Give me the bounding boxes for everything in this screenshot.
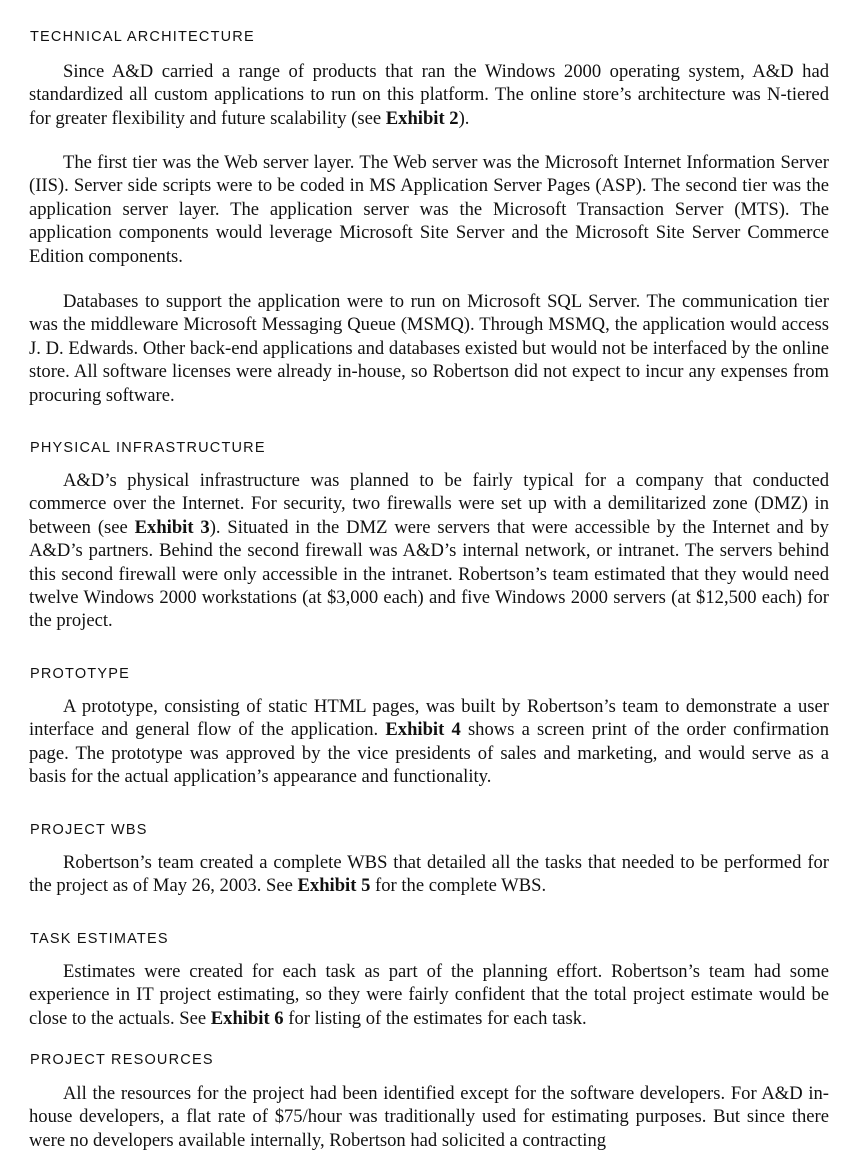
exhibit-4-reference: Exhibit 4 [385, 719, 461, 741]
exhibit-5-reference: Exhibit 5 [297, 875, 371, 897]
paragraph-technical-architecture-3: Databases to support the application were to run on Microsoft SQL Server. The communication tier was the middleware Microsoft Messaging Queue (MSMQ). Through MSMQ, the application would access J. D. Edwards. Other back-end applications and databases existed but would not be interfaced by the online store. All software licenses were already in-house, so Robertson did not expect to incur any expenses from procuring software. [29, 291, 829, 406]
heading-project-wbs: PROJECT WBS [30, 822, 148, 838]
heading-technical-architecture: TECHNICAL ARCHITECTURE [30, 29, 255, 45]
paragraph-physical-infrastructure: A&D’s physical infrastructure was planned to be fairly typical for a company that conducted commerce over the Internet. For security, two firewalls were set up with a demilitarized zone (DMZ) in between (see Exhibit 3). Situated in the DMZ were servers that were accessible by the Internet and by A&D’s partners. Behind the second firewall was A&D’s internal network, or intranet. The servers behind this second firewall were only accessible in the intranet. Robertson’s team estimated that they would need twelve Windows 2000 workstations (at $3,000 each) and five Windows 2000 servers (at $12,500 each) for the project. [29, 470, 829, 632]
exhibit-6-reference: Exhibit 6 [210, 1007, 284, 1029]
heading-physical-infrastructure: PHYSICAL INFRASTRUCTURE [30, 440, 266, 456]
paragraph-project-wbs: Robertson’s team created a complete WBS that detailed all the tasks that needed to be performed for the project as of May 26, 2003. See Exhibit 5 for the complete WBS. [29, 852, 829, 897]
heading-prototype: PROTOTYPE [30, 666, 130, 682]
heading-task-estimates: TASK ESTIMATES [30, 931, 169, 947]
paragraph-prototype: A prototype, consisting of static HTML pages, was built by Robertson’s team to demonstrate a user interface and general flow of the application. Exhibit 4 shows a screen print of the order confirmation page. The prototype was approved by the vice presidents of sales and marketing, and would serve as a basis for the actual application’s appearance and functionality. [29, 696, 829, 788]
exhibit-2-reference: Exhibit 2 [385, 107, 459, 129]
exhibit-3-reference: Exhibit 3 [134, 516, 210, 538]
paragraph-project-resources: All the resources for the project had been identified except for the software developers. For A&D in-house developers, a flat rate of $75/hour was traditionally used for estimating purposes. But since there were no developers available internally, Robertson had solicited a contracting [29, 1083, 829, 1151]
paragraph-task-estimates: Estimates were created for each task as part of the planning effort. Robertson’s team had some experience in IT project estimating, so they were fairly confident that the total project estimate would be close to the actuals. See Exhibit 6 for listing of the estimates for each task. [29, 961, 829, 1029]
heading-project-resources: PROJECT RESOURCES [30, 1052, 214, 1068]
paragraph-technical-architecture-2: The first tier was the Web server layer. The Web server was the Microsoft Internet Information Server (IIS). Server side scripts were to be coded in MS Application Server Pages (ASP). The second tier was the application server layer. The application server was the Microsoft Transaction Server (MTS). The application components would leverage Microsoft Site Server and the Microsoft Site Server Commerce Edition components. [29, 152, 829, 267]
paragraph-technical-architecture-1: Since A&D carried a range of products that ran the Windows 2000 operating system, A&D had standardized all custom applications to run on this platform. The online store’s architecture was N-tiered for greater flexibility and future scalability (see Exhibit 2). [29, 61, 829, 129]
